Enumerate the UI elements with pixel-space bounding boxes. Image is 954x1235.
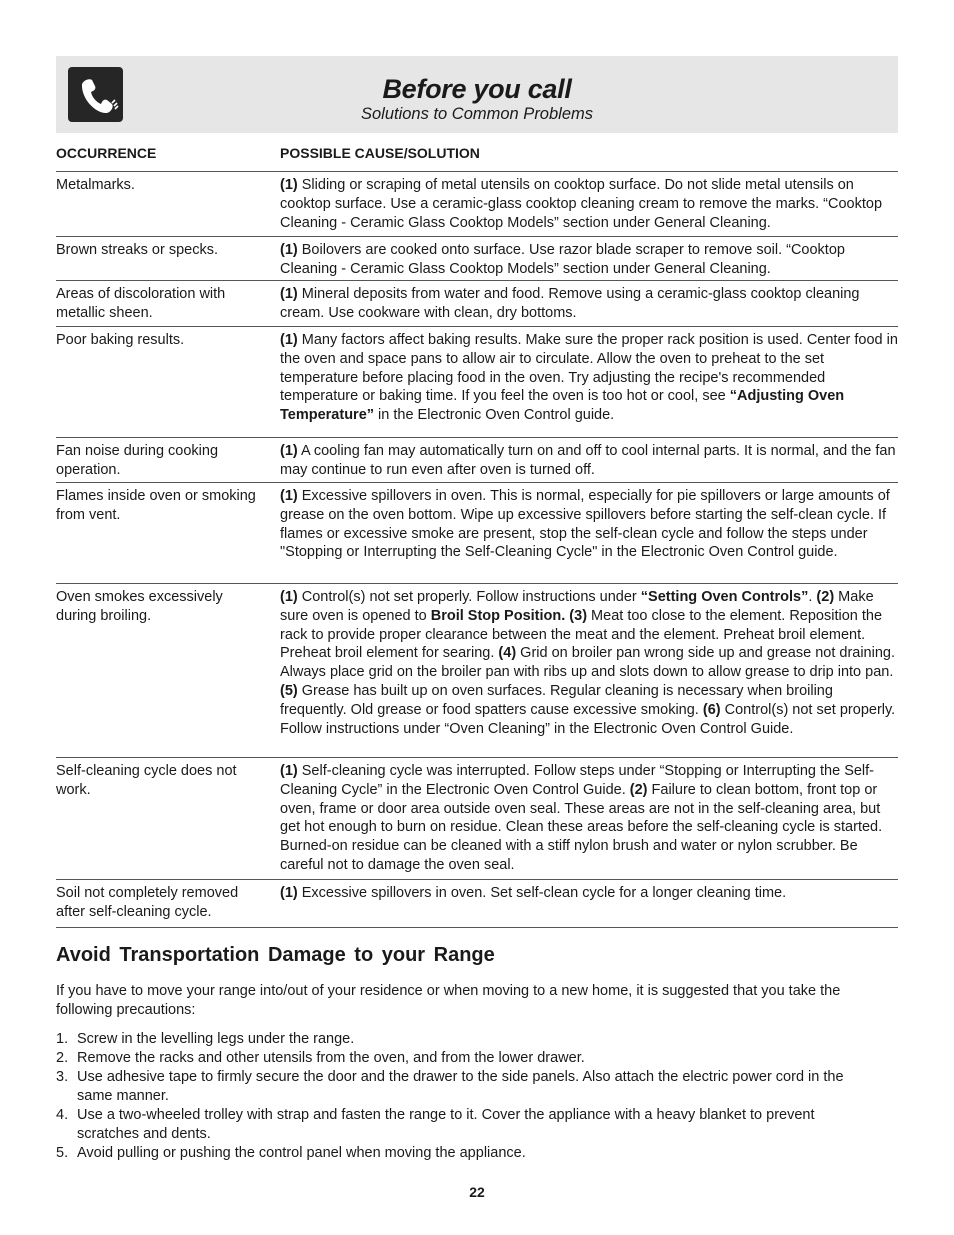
solution-text: Sliding or scraping of metal utensils on cooktop surface. Do not slide metal utensils on cooktop surface. Use a ceramic-glass cooktop cleaning cream to remove the marks. “Cooktop Cleaning - Ceramic Glass Cooktop Models” section under General Cleaning. [280, 177, 883, 231]
occurrence-cell: Soil not completely removed after self-cleaning cycle. [56, 885, 239, 920]
list-item-text: Screw in the levelling legs under the range. [77, 1031, 355, 1047]
solution-cell [280, 241, 898, 279]
list-item-text: Use a two-wheeled trolley with strap and fasten the range to it. Cover the appliance with a heavy blanket to prevent scratches and dents. [77, 1107, 815, 1142]
solution-bold-text: (1) [280, 286, 298, 302]
solution-cell [280, 884, 898, 903]
list-item [56, 1049, 876, 1068]
solution-text: A cooling fan may automatically turn on and off to cool internal parts. It is normal, and the fan may continue to run even after oven is turned off. [280, 443, 896, 478]
table-row [56, 438, 898, 483]
transport-heading: Avoid Transportation Damage to your Range [56, 944, 495, 966]
solution-cell [280, 442, 898, 480]
solution-bold-text: (1) [280, 242, 298, 258]
solution-bold-text: (1) [280, 332, 298, 348]
solution-text: Many factors affect baking results. Make sure the proper rack position is used. Center food in the oven and space pans to allow air to circulate. Allow the oven to preheat to the set temperature before placing food in the oven. Try adjusting the recipe's recommended temperature or baking time. If you feel the oven is too hot or cool, see [280, 332, 898, 405]
solution-bold-text: (1) [280, 763, 298, 779]
list-item-text: Use adhesive tape to firmly secure the door and the drawer to the side panels. Also attach the electric power cord in the same manner. [77, 1069, 844, 1104]
solution-text: Boilovers are cooked onto surface. Use razor blade scraper to remove soil. “Cooktop Cleaning - Ceramic Glass Cooktop Models” section under General Cleaning. [280, 242, 845, 277]
occurrence-cell: Metalmarks. [56, 177, 135, 193]
solution-text: Excessive spillovers in oven. Set self-clean cycle for a longer cleaning time. [297, 885, 787, 901]
solution-cell [280, 762, 898, 875]
solution-cell [280, 487, 898, 562]
table-row [56, 281, 898, 327]
solution-text: Meat too close to the element. Reposition the rack to provide proper clearance between the meat and the element. Preheat broil element. Preheat broil element for searing. [280, 607, 883, 662]
solution-bold-text: (2) [629, 781, 648, 798]
page-title: Before you call [382, 74, 572, 104]
solution-text: Grid on broiler pan wrong side up and grease not draining. Always place grid on the broiler pan with ribs up and slots down to allow grease to drip into pan. [280, 645, 896, 681]
solution-bold-text: (1) [280, 885, 298, 901]
solution-text: Control(s) not set properly. Follow instructions under [297, 589, 641, 605]
list-item [56, 1030, 876, 1049]
solution-bold-text: “Adjusting Oven Temperature” [280, 388, 845, 424]
occurrence-cell: Self-cleaning cycle does not work. [56, 763, 237, 798]
solution-bold-text: (1) [280, 589, 298, 605]
list-item-number: 1. [56, 1031, 69, 1047]
list-item-text: Remove the racks and other utensils from the oven, and from the lower drawer. [77, 1050, 585, 1066]
solution-bold-text: Broil Stop Position. (3) [430, 607, 588, 624]
solution-bold-text: (1) [280, 177, 298, 193]
list-item-number: 2. [56, 1050, 69, 1066]
solution-cell [280, 176, 898, 232]
table-row [56, 880, 898, 928]
transport-intro: If you have to move your range into/out of your residence or when moving to a new home, it is suggested that you take the following precautions: [56, 983, 841, 1018]
solution-bold-text: (1) [280, 443, 298, 459]
list-item [56, 1068, 876, 1106]
list-item-text: Avoid pulling or pushing the control panel when moving the appliance. [77, 1145, 526, 1161]
solution-bold-text: (6) [702, 701, 721, 718]
table-row [56, 584, 898, 758]
occurrence-cell: Fan noise during cooking operation. [56, 443, 219, 478]
occurrence-header: OCCURRENCE [56, 145, 157, 161]
solution-cell [280, 331, 898, 425]
solution-bold-text: (4) [498, 645, 517, 662]
solution-text: Failure to clean bottom, front top or oven, frame or door area outside oven seal. These areas are not in the self-cleaning area, but get hot enough to burn on residue. Clean these areas before the self-cleaning cycle is started. Burned-on residue can be cleaned with a stiff nylon brush and water or nylon scrubber. Be careful not to damage the oven seal. [280, 781, 883, 873]
occurrence-cell: Areas of discoloration with metallic sheen. [56, 286, 226, 321]
list-item-number: 3. [56, 1069, 69, 1085]
solution-bold-text: (2) [816, 589, 835, 605]
page-subtitle: Solutions to Common Problems [360, 105, 593, 123]
solution-text: Mineral deposits from water and food. Remove using a ceramic-glass cooktop cleaning cream. Use cookware with clean, dry bottoms. [280, 286, 860, 321]
list-item-number: 5. [56, 1145, 69, 1161]
table-row [56, 172, 898, 237]
table-row [56, 237, 898, 281]
occurrence-cell: Brown streaks or specks. [56, 242, 218, 258]
solution-cell [280, 285, 898, 323]
list-item [56, 1106, 876, 1144]
occurrence-cell: Poor baking results. [56, 332, 185, 348]
solution-bold-text: (5) [280, 682, 298, 699]
occurrence-cell: Oven smokes excessively during broiling. [56, 589, 223, 624]
table-row [56, 758, 898, 880]
troubleshooting-table [56, 171, 898, 928]
transport-precautions-list [56, 1030, 876, 1163]
solution-cell [280, 588, 898, 738]
solution-text: . [808, 589, 817, 605]
solution-header: POSSIBLE CAUSE/SOLUTION [280, 145, 480, 161]
solution-bold-text: “Setting Oven Controls” [640, 589, 809, 605]
solution-text: Control(s) not set properly. Follow instructions under “Oven Cleaning” in the Electronic Oven Control Guide. [280, 701, 896, 737]
solution-text: Self-cleaning cycle was interrupted. Follow steps under “Stopping or Interrupting the Self-Cleaning Cycle” in the Electronic Oven Control Guide. [280, 763, 875, 798]
list-item [56, 1144, 876, 1163]
page-number: 22 [469, 1184, 485, 1200]
page-header [56, 56, 898, 133]
occurrence-cell: Flames inside oven or smoking from vent. [56, 488, 256, 523]
table-row [56, 483, 898, 584]
solution-bold-text: (1) [280, 488, 298, 504]
solution-text: Grease has built up on oven surfaces. Regular cleaning is necessary when broiling frequently. Old grease or food spatters cause excessive smoking. [280, 682, 833, 718]
solution-text: Make sure oven is opened to [280, 589, 874, 624]
table-row [56, 327, 898, 438]
solution-text: in the Electronic Oven Control guide. [374, 407, 615, 424]
list-item-number: 4. [56, 1107, 69, 1123]
solution-text: Excessive spillovers in oven. This is normal, especially for pie spillovers or large amounts of grease on the oven bottom. Wipe up excessive spillovers before starting the self-clean cycle. If flames or excessive smoke are present, stop the self-clean cycle and follow the steps under "Stopping or Interrupting the Self-Cleaning Cycle" in the Electronic Oven Control guide. [280, 488, 890, 561]
